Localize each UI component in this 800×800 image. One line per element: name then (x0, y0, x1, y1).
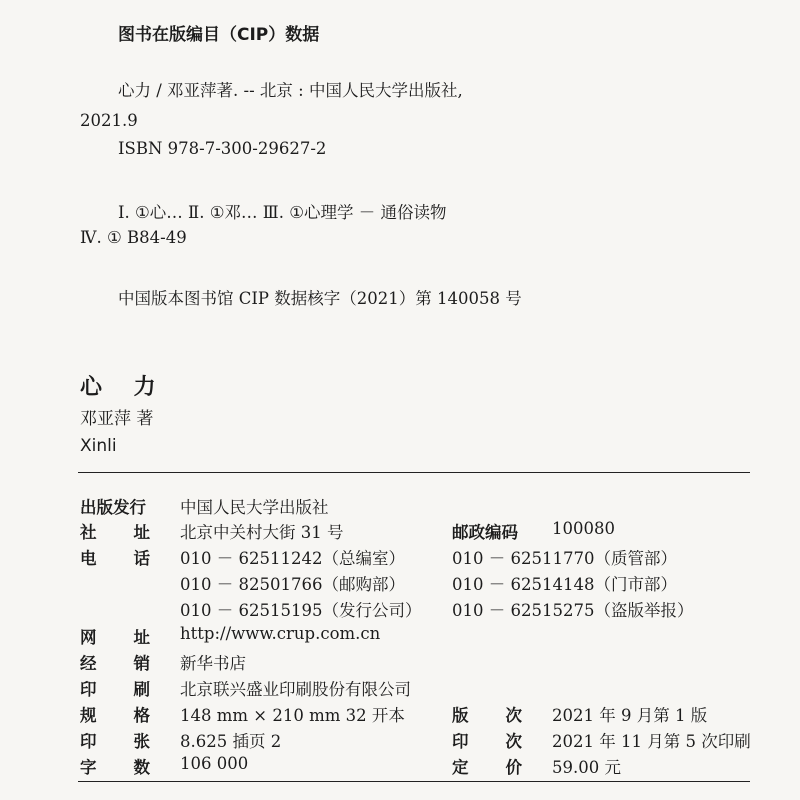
cip-isbn: ISBN 978-7-300-29627-2 (118, 139, 327, 158)
address-value: 北京中关村大街 31 号 (180, 523, 344, 542)
spec-value: 148 mm × 210 mm 32 开本 (180, 706, 405, 725)
postcode-label: 邮政编码 (452, 523, 518, 542)
sheets-label: 印 张 (80, 732, 150, 751)
book-pinyin: Xinli (80, 436, 117, 456)
address-label: 社 址 (80, 523, 150, 542)
cip-catalog-line: 心力 / 邓亚萍著. -- 北京 : 中国人民大学出版社, (118, 81, 463, 100)
publisher-label: 出版发行 (80, 498, 146, 517)
printing-value: 2021 年 11 月第 5 次印刷 (552, 732, 751, 751)
distributor-value: 新华书店 (180, 654, 246, 673)
edition-label: 版 次 (452, 706, 522, 725)
cip-verification: 中国版本图书馆 CIP 数据核字（2021）第 140058 号 (118, 289, 522, 308)
sheets-value: 8.625 插页 2 (180, 732, 282, 751)
cip-classification-code: Ⅳ. ① B84-49 (80, 228, 187, 247)
distributor-label: 经 销 (80, 654, 150, 673)
cip-heading: 图书在版编目（CIP）数据 (118, 25, 320, 45)
divider-top (78, 472, 750, 473)
spec-label: 规 格 (80, 706, 150, 725)
phone-piracy: 010 － 62515275（盗版举报） (452, 601, 694, 620)
cip-year: 2021.9 (80, 111, 138, 130)
phone-distribution: 010 － 62515195（发行公司） (180, 601, 422, 620)
wordcount-label: 字 数 (80, 758, 150, 777)
cip-classification: Ⅰ. ①心… Ⅱ. ①邓… Ⅲ. ①心理学 － 通俗读物 (118, 203, 447, 222)
phone-quality: 010 － 62511770（质管部） (452, 549, 677, 568)
website-label: 网 址 (80, 628, 150, 647)
book-title: 心 力 (80, 375, 168, 400)
phone-store: 010 － 62514148（门市部） (452, 575, 677, 594)
phone-label: 电 话 (80, 549, 150, 568)
printing-label: 印 次 (452, 732, 522, 751)
publisher-value: 中国人民大学出版社 (180, 498, 329, 517)
website-value: http://www.crup.com.cn (180, 624, 381, 643)
phone-mailorder: 010 － 82501766（邮购部） (180, 575, 405, 594)
postcode-value: 100080 (552, 519, 615, 538)
price-value: 59.00 元 (552, 758, 621, 777)
divider-bottom (78, 781, 750, 782)
printer-label: 印 刷 (80, 680, 150, 699)
printer-value: 北京联兴盛业印刷股份有限公司 (180, 680, 411, 699)
book-author: 邓亚萍 著 (80, 409, 154, 429)
wordcount-value: 106 000 (180, 754, 249, 773)
price-label: 定 价 (452, 758, 522, 777)
edition-value: 2021 年 9 月第 1 版 (552, 706, 708, 725)
phone-editorial: 010 － 62511242（总编室） (180, 549, 405, 568)
